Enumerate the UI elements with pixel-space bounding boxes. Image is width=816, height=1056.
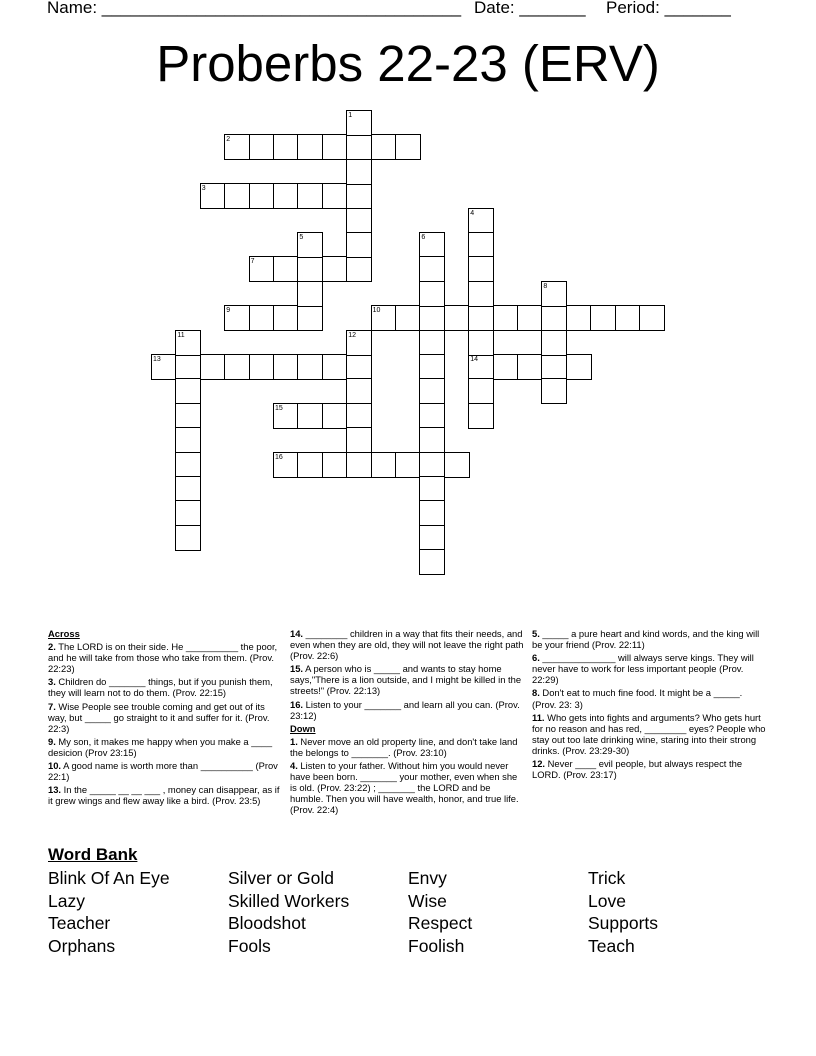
word-bank-word: Silver or Gold [228,868,335,888]
grid-cell[interactable] [419,476,445,502]
grid-cell[interactable] [419,305,445,331]
grid-cell[interactable] [273,183,299,209]
word-bank-word: Fools [228,936,271,957]
across-clue [290,628,526,661]
word-bank-word: Wise [408,890,447,911]
clue-label: 9. [48,735,56,747]
page-title: Proberbs 22-23 (ERV) [156,35,660,92]
clue-label: 14. [290,628,304,639]
word-bank-word: Envy [408,868,447,888]
grid-cell[interactable] [371,134,397,160]
grid-cell[interactable] [346,403,372,429]
clues-section [0,628,816,838]
grid-cell[interactable] [517,354,543,380]
grid-cell[interactable] [175,452,201,478]
grid-cell[interactable] [566,305,592,331]
across-clue [48,676,284,698]
grid-cell[interactable] [346,159,372,185]
grid-cell[interactable] [346,110,372,136]
grid-cell[interactable] [297,354,323,380]
grid-cell[interactable] [541,378,567,404]
clue-number: 5 [299,234,304,241]
down-clue [532,687,768,709]
grid-cell[interactable] [419,500,445,526]
grid-cell[interactable] [297,305,323,331]
grid-cell[interactable] [468,305,494,331]
grid-cell[interactable] [346,354,372,380]
grid-cell[interactable] [468,330,494,356]
period-field[interactable]: Period: _______ [606,0,731,17]
clue-label: 13. [48,784,62,796]
grid-cell[interactable] [590,305,616,331]
clue-number: 7 [250,258,255,266]
word-bank-word: Supports [588,913,659,934]
word-bank-word: Skilled Workers [228,890,350,911]
grid-cell[interactable] [419,330,445,356]
clue-text: Listen to your father. Without him you would never have been born. _______ your mother, even when she is old. (Prov. 23:22) ; _______ the LORD and be humble. Then you will have wealth, honor, and true life. (Prov. 22:4) [290,760,519,816]
word-bank-title: Word Bank [48,845,138,864]
grid-cell[interactable] [322,183,348,209]
clue-text: A person who is _____ and wants to stay home says,"There is a lion outside, and I might be killed in the streets!" (Prov. 22:13) [290,663,522,697]
grid-cell[interactable] [419,452,445,478]
grid-cell[interactable] [493,305,519,331]
grid-cell[interactable] [297,452,323,478]
grid-cell[interactable] [395,134,421,160]
grid-cell[interactable] [346,208,372,234]
across-clue [48,701,284,734]
grid-cell[interactable] [200,354,226,380]
word-bank-word: Blink Of An Eye [48,868,170,888]
clue-text: Children do _______ things, but if you punish them, they will learn not to do them. (Prov. 22:15) [48,676,273,699]
across-clue [48,784,284,806]
clue-text: _____ a pure heart and kind words, and the king will be your friend (Prov. 22:11) [532,628,760,651]
down-clue [532,628,768,650]
down-heading: Down [290,722,316,734]
grid-cell[interactable] [371,452,397,478]
grid-cell[interactable] [175,500,201,526]
word-bank-word: Teacher [48,913,111,934]
grid-cell[interactable] [346,134,372,160]
grid-cell[interactable] [346,330,372,356]
clue-label: 6. [532,652,540,664]
grid-cell[interactable] [346,427,372,453]
clue-number: 14 [470,356,478,363]
grid-cell[interactable] [419,525,445,551]
word-bank-word: Teach [588,936,635,957]
clue-label: 16. [290,698,304,710]
clue-number: 12 [348,331,356,339]
grid-cell[interactable] [541,305,567,331]
grid-cell[interactable] [346,452,372,478]
word-bank-word: Lazy [48,890,85,911]
grid-cell[interactable] [468,378,494,404]
word-bank-word: Trick [588,868,626,888]
grid-cell[interactable] [639,305,665,331]
grid-cell[interactable] [175,378,201,404]
grid-cell[interactable] [273,134,299,160]
grid-cell[interactable] [419,256,445,282]
grid-cell[interactable] [175,330,201,356]
grid-cell[interactable] [493,354,519,380]
grid-cell[interactable] [468,403,494,429]
grid-cell[interactable] [541,281,567,307]
grid-cell[interactable] [175,354,201,380]
clue-label: 10. [48,760,62,772]
down-clue [290,736,526,758]
clue-number: 11 [177,331,185,339]
clue-number: 3 [201,185,206,193]
across-heading: Across [48,628,80,639]
grid-cell[interactable] [249,354,275,380]
clue-number: 6 [421,234,426,241]
grid-cell[interactable] [419,427,445,453]
grid-cell[interactable] [566,354,592,380]
grid-cell[interactable] [371,305,397,331]
clue-number: 2 [226,136,231,144]
across-clue-list [48,641,284,806]
clue-text: Wise People see trouble coming and get out of its way, but _____ go straight to it and suffer for it. (Prov. 22:3) [48,700,270,734]
grid-cell[interactable] [444,452,470,478]
across-clue [48,736,284,758]
grid-cell[interactable] [175,427,201,453]
clue-label: 3. [48,676,56,688]
word-bank-word: Orphans [48,936,116,957]
clue-number: 15 [275,404,283,412]
grid-cell[interactable] [297,403,323,429]
grid-cell[interactable] [395,452,421,478]
grid-cell[interactable] [419,232,445,258]
clue-text: The LORD is on their side. He __________ the poor, and he will take from those who take from them. (Prov. 22:23) [48,641,278,675]
clue-text: ________ children in a way that fits their needs, and even when they are old, they will not leave the right path (Prov. 22:6) [290,628,524,662]
grid-cell[interactable] [468,232,494,258]
grid-cell[interactable] [395,305,421,331]
clue-text: Don't eat to much fine food. It might be a _____. (Prov. 23: 3) [532,687,743,710]
word-bank-word: Bloodshot [228,913,306,934]
grid-cell[interactable] [322,134,348,160]
down-clue [532,758,768,780]
grid-cell[interactable] [224,354,250,380]
grid-cell[interactable] [322,452,348,478]
grid-cell[interactable] [297,256,323,282]
clue-text: Never ____ evil people, but always respect the LORD. (Prov. 23:17) [532,758,743,781]
grid-cell[interactable] [419,549,445,575]
grid-cell[interactable] [322,256,348,282]
name-field[interactable]: Name: ______________________________________ [47,0,462,17]
clue-text: Who gets into fights and arguments? Who gets hurt for no reason and has red, ________ eyes? People who stay out too late drinking wine, staring into their strong drinks. (Prov. 23:29-30) [532,711,766,756]
clue-number: 9 [226,307,231,315]
across-clue [48,641,284,674]
grid-cell[interactable] [200,183,226,209]
clue-label: 8. [532,687,540,699]
grid-cell[interactable] [151,354,177,380]
grid-cell[interactable] [322,403,348,429]
clue-label: 4. [290,760,298,772]
clue-number: 16 [275,453,283,461]
grid-cell[interactable] [541,354,567,380]
grid-cell[interactable] [444,305,470,331]
across-clue [290,699,526,721]
down-clue [532,712,768,756]
grid-cell[interactable] [297,183,323,209]
grid-cell[interactable] [273,452,299,478]
grid-cell[interactable] [224,183,250,209]
clue-number: 13 [153,356,161,363]
clue-text: Listen to your _______ and learn all you can. (Prov. 23:12) [290,698,520,721]
grid-cell[interactable] [541,330,567,356]
grid-cell[interactable] [419,354,445,380]
clue-text: ______________ will always serve kings. They will never have to work for less important people (Prov. 22:29) [532,652,754,686]
clue-label: 2. [48,641,56,653]
grid-cell[interactable] [249,134,275,160]
word-bank-word: Respect [408,913,473,934]
clue-text: My son, it makes me happy when you make a ____ desicion (Prov 23:15) [48,735,273,758]
grid-cell[interactable] [224,305,250,331]
across-clue-list-continued [290,628,526,721]
clues-column-2 [290,628,526,818]
word-bank-word: Foolish [408,936,465,957]
grid-cell[interactable] [517,305,543,331]
clue-number: 8 [543,282,548,290]
clue-label: 12. [532,758,546,770]
grid-cell[interactable] [419,281,445,307]
down-clue-list [290,736,526,816]
grid-cell[interactable] [249,256,275,282]
grid-cell[interactable] [346,378,372,404]
grid-cell[interactable] [273,354,299,380]
down-clue-list-continued [532,628,768,780]
grid-cell[interactable] [468,354,494,380]
grid-cell[interactable] [224,134,250,160]
clue-number: 4 [470,209,475,217]
grid-cell[interactable] [249,305,275,331]
across-clue [48,760,284,782]
grid-cell[interactable] [468,208,494,234]
grid-cell[interactable] [297,232,323,258]
grid-cell[interactable] [273,256,299,282]
clue-text: A good name is worth more than __________ (Prov 22:1) [48,760,278,783]
clue-label: 7. [48,700,56,712]
grid-cell[interactable] [615,305,641,331]
clue-label: 15. [290,663,304,675]
grid-cell[interactable] [419,378,445,404]
across-clue [290,663,526,696]
grid-cell[interactable] [297,281,323,307]
grid-cell[interactable] [273,403,299,429]
grid-cell[interactable] [175,525,201,551]
clues-column-3 [532,628,768,782]
clue-text: Never move an old property line, and don't take land the belongs to _______. (Prov. 23:10) [290,735,518,758]
down-clue [532,652,768,685]
grid-cell[interactable] [297,134,323,160]
clue-text: In the _____ __ __ ___ , money can disappear, as if it grew wings and flew away like a bird. (Prov. 23:5) [48,784,280,807]
clue-label: 1. [290,735,298,747]
grid-cell[interactable] [249,183,275,209]
clue-number: 1 [348,112,353,119]
clue-label: 5. [532,628,540,639]
clue-number: 10 [372,307,381,315]
grid-cell[interactable] [175,476,201,502]
word-bank-word: Love [588,890,626,911]
clue-label: 11. [532,711,545,723]
grid-cell[interactable] [468,281,494,307]
grid-cell[interactable] [346,183,372,209]
clues-column-1 [48,628,284,808]
grid-cell[interactable] [346,232,372,258]
grid-cell[interactable] [346,256,372,282]
grid-cell[interactable] [175,403,201,429]
grid-cell[interactable] [322,354,348,380]
down-clue [290,760,526,815]
grid-cell[interactable] [419,403,445,429]
grid-cell[interactable] [468,256,494,282]
date-field[interactable]: Date: _______ [474,0,586,17]
grid-cell[interactable] [273,305,299,331]
